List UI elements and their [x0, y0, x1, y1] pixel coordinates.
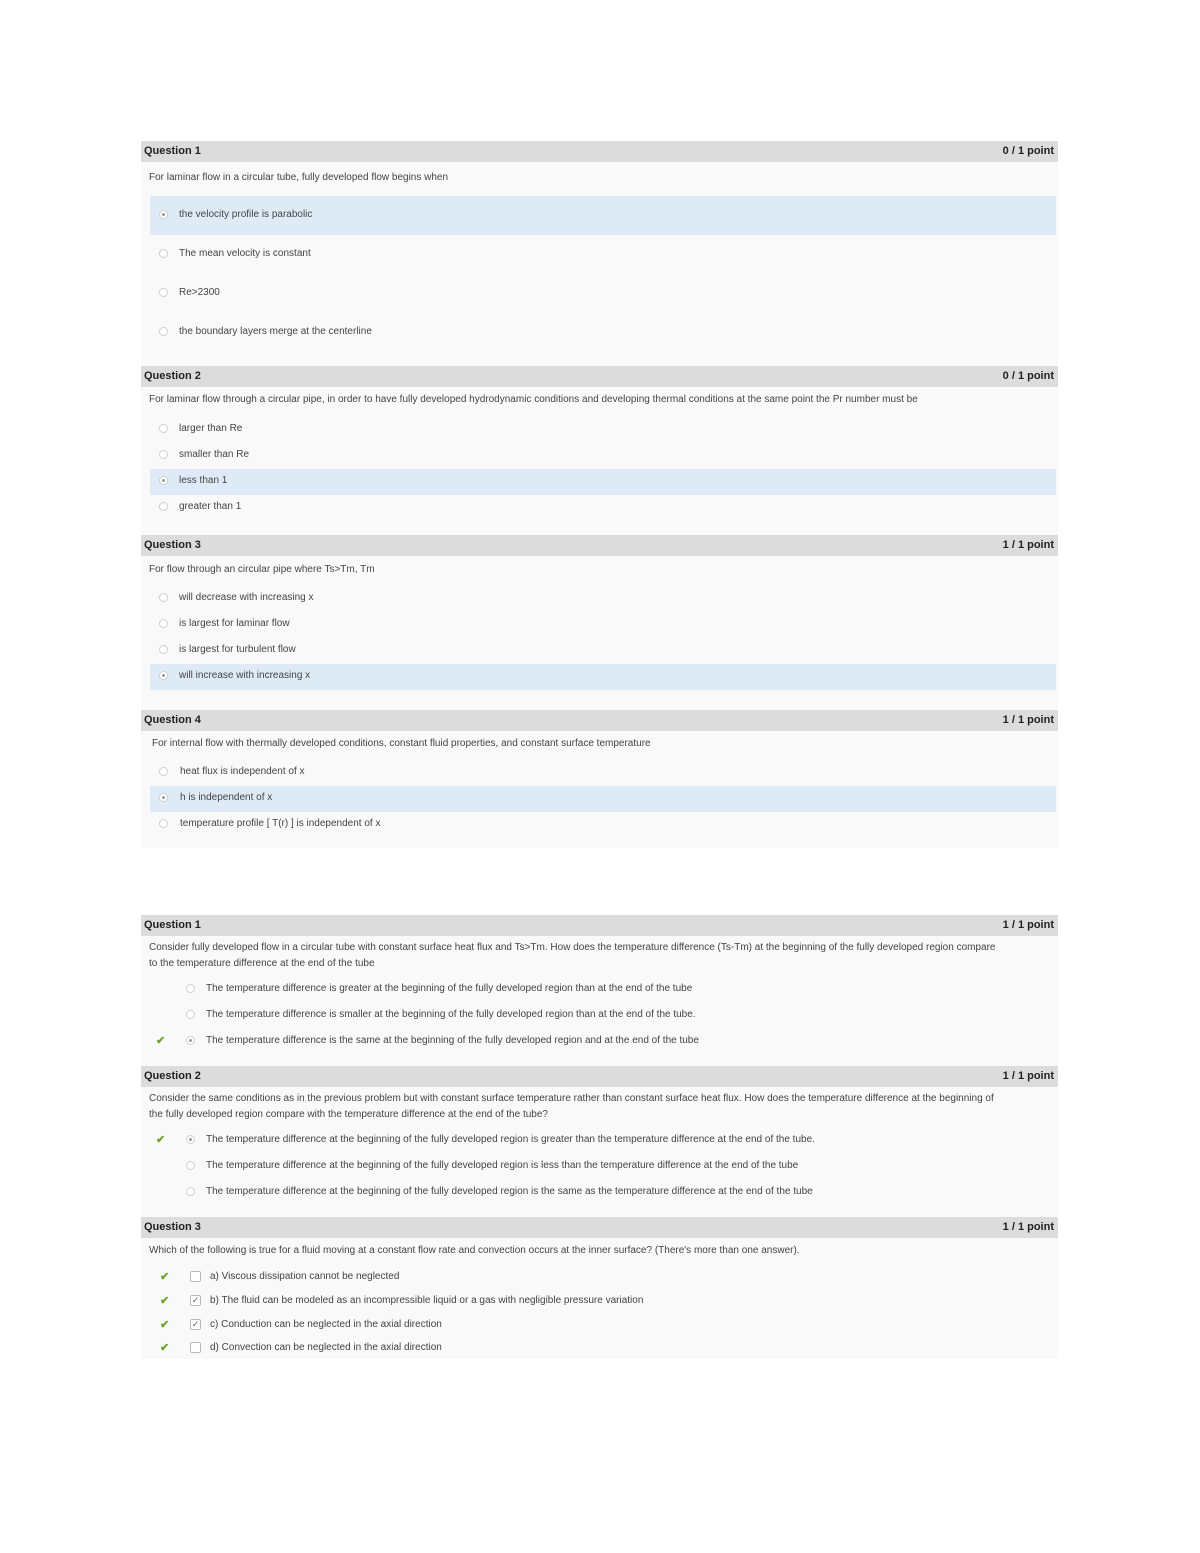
question-title: Question 2 [144, 1070, 201, 1082]
answer-option[interactable] [150, 417, 1056, 443]
checkbox-checked[interactable]: ✓ [191, 1319, 200, 1329]
answer-label: h is independent of x [180, 792, 273, 803]
correct-check-icon: ✔ [160, 1342, 170, 1354]
radio-button-selected[interactable] [159, 210, 168, 219]
answer-label: Re>2300 [179, 287, 220, 298]
question-title: Question 2 [144, 370, 201, 382]
answer-label: the velocity profile is parabolic [179, 209, 313, 220]
question-header [141, 915, 1058, 936]
question-prompt: For flow through an circular pipe where Ts>Tm, Tm [149, 564, 375, 575]
question-prompt-line2: the fully developed region compare with the temperature difference at the end of the tube? [149, 1109, 548, 1120]
question-header [141, 710, 1058, 731]
question-prompt: For laminar flow through a circular pipe, in order to have fully developed hydrodynamic conditions and developing thermal conditions at the same point the Pr number must be [149, 394, 918, 405]
answer-label: is largest for turbulent flow [179, 644, 296, 655]
answer-label: less than 1 [179, 475, 228, 486]
answer-label: will increase with increasing x [179, 670, 311, 681]
checkbox[interactable] [190, 1271, 201, 1282]
radio-button-selected[interactable] [159, 671, 168, 680]
correct-check-icon: ✔ [160, 1271, 170, 1283]
question-score: 1 / 1 point [1002, 539, 1054, 551]
radio-button-selected[interactable] [186, 1135, 195, 1144]
radio-button[interactable] [159, 593, 168, 602]
question-header [141, 535, 1058, 556]
answer-label: The temperature difference is greater at the beginning of the fully developed region than at the end of the tube [206, 983, 693, 994]
radio-button-selected[interactable] [159, 476, 168, 485]
radio-button[interactable] [159, 450, 168, 459]
question-prompt: Which of the following is true for a fluid moving at a constant flow rate and convection occurs at the inner surface? (There's more than one answer). [149, 1245, 800, 1256]
question-header [141, 1066, 1058, 1087]
quiz-panel-2 [141, 915, 1058, 1359]
question-title: Question 3 [144, 539, 201, 551]
question-prompt-line1: Consider the same conditions as in the previous problem but with constant surface temperature rather than constant surface heat flux. How does the temperature difference at the beginning of [149, 1093, 994, 1104]
radio-button[interactable] [159, 645, 168, 654]
answer-option[interactable] [150, 1003, 1056, 1029]
answer-label: heat flux is independent of x [180, 766, 305, 777]
question-title: Question 1 [144, 145, 201, 157]
answer-label: b) The fluid can be modeled as an incompressible liquid or a gas with negligible pressure variation [210, 1295, 644, 1306]
answer-label: c) Conduction can be neglected in the axial direction [210, 1319, 442, 1330]
answer-label: larger than Re [179, 423, 243, 434]
question-title: Question 4 [144, 714, 201, 726]
answer-option[interactable] [150, 1029, 1056, 1055]
answer-option[interactable] [150, 1128, 1056, 1154]
question-title: Question 3 [144, 1221, 201, 1233]
question-score: 0 / 1 point [1002, 145, 1054, 157]
answer-option[interactable] [150, 786, 1056, 812]
answer-option[interactable] [150, 977, 1056, 1003]
quiz-panel-1 [141, 141, 1058, 848]
radio-button-selected[interactable] [186, 1036, 195, 1045]
question-prompt: For laminar flow in a circular tube, fully developed flow begins when [149, 172, 449, 183]
correct-check-icon: ✔ [156, 1134, 166, 1146]
question-score: 0 / 1 point [1002, 370, 1054, 382]
radio-button[interactable] [186, 1161, 195, 1170]
answer-option[interactable] [150, 612, 1056, 638]
question-header [141, 141, 1058, 162]
radio-button-selected[interactable] [159, 793, 168, 802]
answer-label: The temperature difference is the same at the beginning of the fully developed region and at the end of the tube [206, 1035, 699, 1046]
question-score: 1 / 1 point [1002, 919, 1054, 931]
question-score: 1 / 1 point [1002, 1221, 1054, 1233]
radio-button[interactable] [186, 1010, 195, 1019]
answer-label: is largest for laminar flow [179, 618, 290, 629]
radio-button[interactable] [159, 424, 168, 433]
answer-label: a) Viscous dissipation cannot be neglected [210, 1271, 400, 1282]
answer-label: d) Convection can be neglected in the axial direction [210, 1342, 442, 1353]
answer-option[interactable] [150, 1289, 1056, 1313]
answer-label: The temperature difference at the beginning of the fully developed region is the same as the temperature difference at the end of the tube [206, 1186, 813, 1197]
radio-button[interactable] [186, 1187, 195, 1196]
question-header [141, 1217, 1058, 1238]
question-prompt: For internal flow with thermally developed conditions, constant fluid properties, and constant surface temperature [152, 738, 651, 749]
answer-option[interactable] [150, 586, 1056, 612]
answer-option[interactable] [150, 1265, 1056, 1289]
answer-label: The temperature difference at the beginning of the fully developed region is less than the temperature difference at the end of the tube [206, 1160, 799, 1171]
radio-button[interactable] [159, 502, 168, 511]
checkbox[interactable] [190, 1342, 201, 1353]
radio-button[interactable] [159, 819, 168, 828]
answer-label: smaller than Re [179, 449, 250, 460]
answer-label: greater than 1 [179, 501, 242, 512]
radio-button[interactable] [159, 619, 168, 628]
answer-option[interactable] [150, 469, 1056, 495]
radio-button[interactable] [186, 984, 195, 993]
question-title: Question 1 [144, 919, 201, 931]
answer-option[interactable] [150, 1337, 1056, 1359]
answer-label: The temperature difference at the beginning of the fully developed region is greater than the temperature difference at the end of the tube. [206, 1134, 815, 1145]
answer-option[interactable] [150, 1154, 1056, 1180]
answer-option[interactable] [150, 235, 1056, 274]
radio-button[interactable] [159, 767, 168, 776]
answer-label: will decrease with increasing x [179, 592, 314, 603]
correct-check-icon: ✔ [160, 1295, 170, 1307]
answer-option[interactable] [150, 495, 1056, 521]
answer-option[interactable] [150, 443, 1056, 469]
checkbox-checked[interactable]: ✓ [191, 1295, 200, 1305]
radio-button[interactable] [159, 249, 168, 258]
correct-check-icon: ✔ [156, 1035, 166, 1047]
answer-option[interactable] [150, 1313, 1056, 1337]
question-score: 1 / 1 point [1002, 714, 1054, 726]
answer-label: temperature profile [ T(r) ] is independent of x [180, 818, 381, 829]
question-prompt-line1: Consider fully developed flow in a circular tube with constant surface heat flux and Ts>Tm. How does the temperature difference (Ts-Tm) at the beginning of the fully developed region compare [149, 942, 996, 953]
correct-check-icon: ✔ [160, 1319, 170, 1331]
radio-button[interactable] [159, 327, 168, 336]
question-score: 1 / 1 point [1002, 1070, 1054, 1082]
answer-option[interactable] [150, 274, 1056, 313]
answer-option[interactable] [150, 760, 1056, 786]
answer-option[interactable] [150, 313, 1056, 352]
answer-option[interactable] [150, 638, 1056, 664]
question-header [141, 366, 1058, 387]
answer-label: The mean velocity is constant [179, 248, 311, 259]
answer-option[interactable] [150, 1180, 1056, 1206]
answer-option[interactable] [150, 812, 1056, 838]
answer-label: The temperature difference is smaller at the beginning of the fully developed region than at the end of the tube. [206, 1009, 696, 1020]
answer-option[interactable] [150, 196, 1056, 235]
radio-button[interactable] [159, 288, 168, 297]
answer-option[interactable] [150, 664, 1056, 690]
question-prompt-line2: to the temperature difference at the end of the tube [149, 958, 375, 969]
answer-label: the boundary layers merge at the centerline [179, 326, 372, 337]
